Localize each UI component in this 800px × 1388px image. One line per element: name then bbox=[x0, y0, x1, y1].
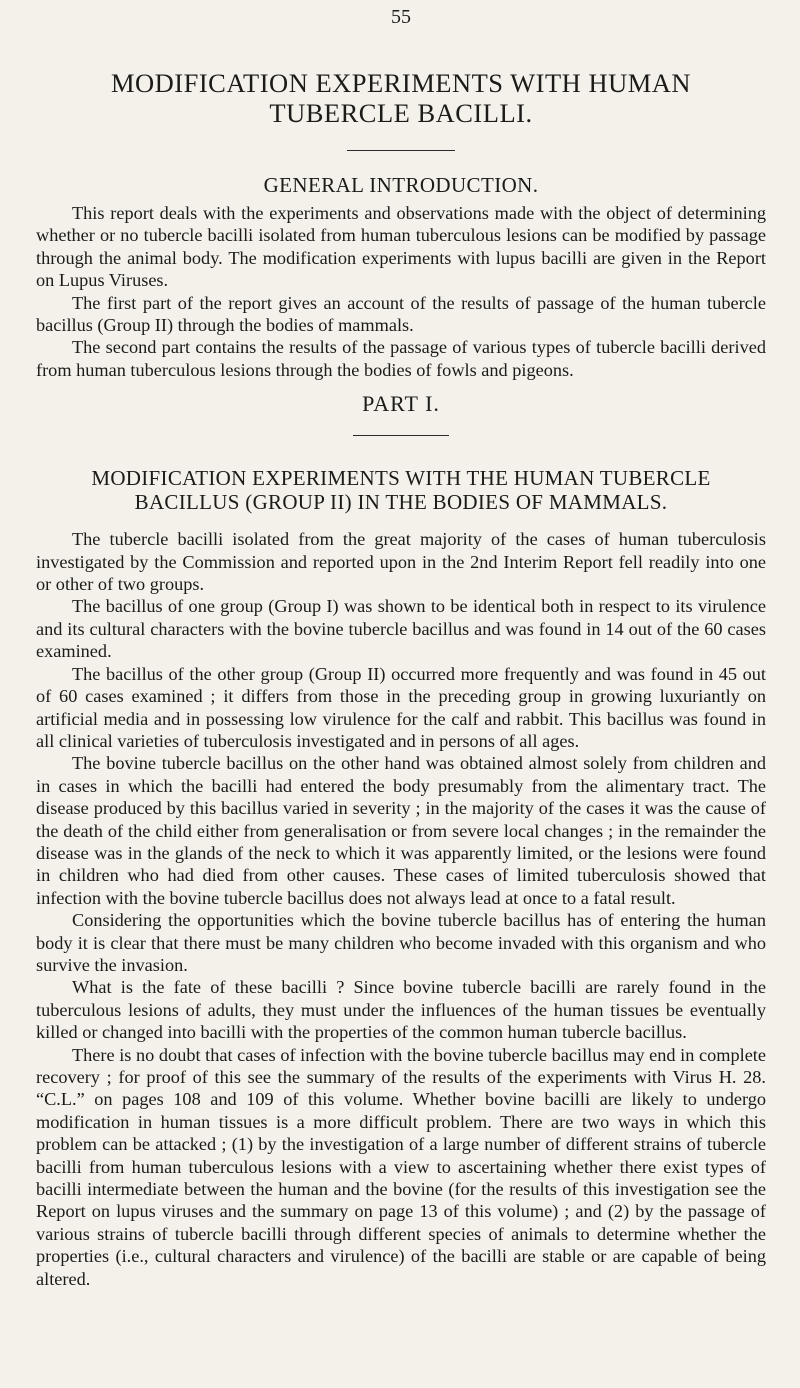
body-paragraph: The bacillus of one group (Group I) was shown to be identical both in respect to its virulence and its cultural characters with the bovine tubercle bacillus and was found in 14 out of the 60 cases examined. bbox=[36, 596, 766, 662]
section-title-line-2: BACILLUS (GROUP II) IN THE BODIES OF MAMMALS. bbox=[134, 490, 668, 515]
part-divider bbox=[353, 435, 449, 436]
page-number: 55 bbox=[391, 6, 411, 28]
title-line-1: MODIFICATION EXPERIMENTS WITH HUMAN bbox=[110, 68, 692, 98]
body-paragraph: Considering the opportunities which the bovine tubercle bacillus has of entering the human body it is clear that there must be many children who become invaded with this organism and who survive the invasion. bbox=[36, 910, 766, 975]
intro-paragraph: The second part contains the results of the passage of various types of tubercle bacilli derived from human tuberculous lesions through the bodies of fowls and pigeons. bbox=[36, 337, 766, 380]
part-heading: PART I. bbox=[362, 391, 440, 417]
body-paragraph: What is the fate of these bacilli ? Since bovine tubercle bacilli are rarely found in the tuberculous lesions of adults, they must under the influences of the human tissues be eventually killed or changed into bacilli with the properties of the common human tubercle bacillus. bbox=[36, 977, 766, 1043]
section-title bbox=[36, 466, 766, 514]
introduction-section bbox=[36, 202, 766, 381]
intro-paragraph: The first part of the report gives an account of the results of passage of the human tubercle bacillus (Group II) through the bodies of mammals. bbox=[36, 292, 766, 336]
general-introduction-heading: GENERAL INTRODUCTION. bbox=[263, 173, 539, 197]
title-line-2: TUBERCLE BACILLI. bbox=[269, 98, 533, 128]
body-paragraph: The tubercle bacilli isolated from the great majority of the cases of human tuberculosis investigated by the Commission and reported upon in the 2nd Interim Report fell readily into one or other of two groups. bbox=[36, 529, 766, 595]
document-title bbox=[36, 68, 766, 128]
body-paragraph: There is no doubt that cases of infection with the bovine tubercle bacillus may end in complete recovery ; for proof of this see the summary of the results of the experiments with Virus H. 28. “C.L.” on pages 108 and 109 of this volume. Whether bovine bacilli are likely to undergo modification in human tissues is a more difficult problem. There are two ways in which this problem can be attacked ; (1) by the investigation of a large number of different strains of tubercle bacilli from human tuberculous lesions with a view to ascertaining whether there exist types of bacilli intermediate between the human and the bovine (for the results of this investigation see the Report on lupus viruses and the summary on page 13 of this volume) ; and (2) by the passage of various strains of tubercle bacilli through different species of animals to determine whether the properties (i.e., cultural characters and virulence) of the bacilli are stable or are capable of being altered. bbox=[36, 1044, 766, 1289]
section-title-line-1: MODIFICATION EXPERIMENTS WITH THE HUMAN TUBERCLE bbox=[91, 466, 711, 491]
intro-paragraph: This report deals with the experiments and observations made with the object of determining whether or no tubercle bacilli isolated from human tuberculous lesions can be modified by passage through the animal body. The modification experiments with lupus bacilli are given in the Report on Lupus Viruses. bbox=[36, 203, 766, 291]
title-divider bbox=[347, 150, 455, 151]
body-paragraph: The bacillus of the other group (Group II) occurred more frequently and was found in 45 out of 60 cases examined ; it differs from those in the preceding group in growing luxuriantly on artificial media and in possessing low virulence for the calf and rabbit. This bacillus was found in all clinical varieties of tuberculosis investigated and in persons of all ages. bbox=[36, 663, 766, 751]
part-one-body bbox=[36, 528, 766, 1290]
body-paragraph: The bovine tubercle bacillus on the other hand was obtained almost solely from children and in cases in which the bacilli had entered the body presumably from the alimentary tract. The disease produced by this bacillus varied in severity ; in the majority of the cases it was the cause of the death of the child either from generalisation or from severe local changes ; in the remainder the disease was in the glands of the neck to which it was apparently limited, or the lesions were found in children who had died from other causes. These cases of limited tuberculosis showed that infection with the bovine tubercle bacillus does not always lead at once to a fatal result. bbox=[36, 753, 766, 908]
